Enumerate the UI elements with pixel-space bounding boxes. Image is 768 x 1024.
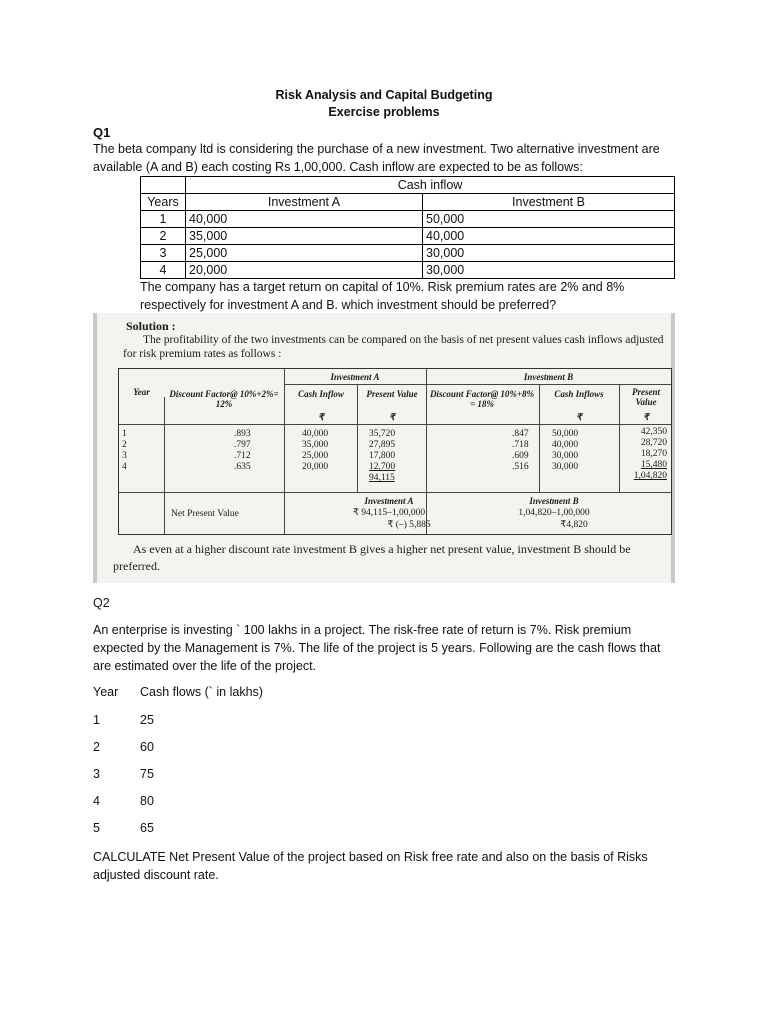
rupee-icon: ₹ <box>643 412 649 422</box>
table-cell: 50,000 <box>423 211 675 228</box>
cell: .847 <box>512 429 529 439</box>
disc-b-column <box>512 429 529 473</box>
list-item-cash: 75 <box>140 767 154 781</box>
grid-line <box>119 424 671 425</box>
solution-table <box>118 368 672 535</box>
year-column <box>122 429 127 473</box>
cell: 4 <box>122 462 127 472</box>
table-group-header: Cash inflow <box>186 177 675 194</box>
cell: 35,000 <box>302 440 329 450</box>
cash-b-column <box>552 429 578 473</box>
npv-a-title: Investment A <box>364 496 414 506</box>
table-row <box>141 228 675 245</box>
cell: 30,000 <box>552 451 579 461</box>
list-item-year: 4 <box>93 794 100 808</box>
cell: 15,480 <box>640 460 667 470</box>
table-cell: 25,000 <box>186 245 423 262</box>
grid-line <box>284 384 671 385</box>
table-cell: 20,000 <box>186 262 423 279</box>
disc-a-column <box>234 429 251 473</box>
cell: .893 <box>234 429 251 439</box>
npv-b-result: ₹4,820 <box>560 520 588 530</box>
npv-label: Net Present Value <box>171 509 239 519</box>
q2-col-year: Year <box>93 685 119 699</box>
table-header-years: Years <box>141 194 186 211</box>
pv-b-column <box>627 427 667 482</box>
pv-a-column <box>369 429 395 484</box>
q2-text: An enterprise is investing ` 100 lakhs in a project. The risk-free rate of return is 7%. Risk premium expected by the Management is 7%. The life of the project is 5 years. Following are the cash flows that are estimated over the life of the project. <box>93 623 661 673</box>
disc-a-header: Discount Factor@ 10%+2%= 12% <box>169 389 279 409</box>
table-header-inv-a: Investment A <box>186 194 423 211</box>
pv-a-total: 94,115 <box>369 473 395 483</box>
page-title: Risk Analysis and Capital Budgeting <box>275 88 493 102</box>
table-cell: 4 <box>141 262 186 279</box>
table-cell: 40,000 <box>186 211 423 228</box>
table-cell: 1 <box>141 211 186 228</box>
rupee-icon: ₹ <box>389 412 395 422</box>
page-subtitle: Exercise problems <box>328 105 440 119</box>
list-item-year: 3 <box>93 767 100 781</box>
cell: 50,000 <box>552 429 579 439</box>
cell: 3 <box>122 451 127 461</box>
q1-after-text: The company has a target return on capital of 10%. Risk premium rates are 2% and 8% respectively for investment A and B. which investment should be preferred? <box>140 280 625 312</box>
cell: .718 <box>512 440 529 450</box>
cell: .609 <box>512 451 529 461</box>
cell: .797 <box>234 440 251 450</box>
cell: 35,720 <box>369 429 396 439</box>
table-cell: 35,000 <box>186 228 423 245</box>
pv-b-header: Present Value <box>632 387 660 407</box>
cash-a-header: Cash Inflow <box>298 389 344 399</box>
npv-b-calc: 1,04,820–1,00,000 <box>518 508 590 518</box>
disc-b-header: Discount Factor@ 10%+8% = 18% <box>429 389 535 409</box>
solution-conclusion: As even at a higher discount rate investment B gives a higher net present value, investment B should be preferred. <box>113 542 631 573</box>
table-row <box>141 245 675 262</box>
cell: 40,000 <box>302 429 329 439</box>
inv-a-header: Investment A <box>330 372 380 382</box>
table-header-inv-b: Investment B <box>423 194 675 211</box>
grid-line <box>619 384 620 492</box>
q2-col-cash: Cash flows (` in lakhs) <box>140 685 263 699</box>
cash-b-header: Cash Inflows <box>554 389 604 399</box>
pv-a-header: Present Value <box>366 389 418 399</box>
cell: 28,720 <box>640 438 667 448</box>
table-cell: 3 <box>141 245 186 262</box>
cell: 1 <box>122 429 127 439</box>
cell: 17,800 <box>369 451 396 461</box>
solution-intro: The profitability of the two investments can be compared on the basis of net present values cash inflows adjusted for risk premium rates as follows : <box>123 334 664 360</box>
cell: 20,000 <box>302 462 329 472</box>
cell: .516 <box>512 462 529 472</box>
table-cell: 2 <box>141 228 186 245</box>
table-corner <box>141 177 186 194</box>
cell: 30,000 <box>552 462 579 472</box>
q2-label: Q2 <box>93 596 110 610</box>
grid-line <box>284 369 285 534</box>
cell: .712 <box>234 451 251 461</box>
q1-text: The beta company ltd is considering the purchase of a new investment. Two alternative investment are available (A and B) each costing Rs 1,00,000. Cash inflow are expected to be as follows: <box>93 142 660 174</box>
solution-title: Solution : <box>126 319 176 333</box>
cell: 2 <box>122 440 127 450</box>
year-header: Year <box>133 387 150 397</box>
list-item-year: 2 <box>93 740 100 754</box>
grid-line <box>357 384 358 492</box>
table-cell: 30,000 <box>423 245 675 262</box>
list-item-year: 1 <box>93 713 100 727</box>
cash-a-column <box>302 429 328 473</box>
inv-b-header: Investment B <box>523 372 574 382</box>
list-item-cash: 60 <box>140 740 154 754</box>
q2-task: CALCULATE Net Present Value of the project based on Risk free rate and also on the basis of Risks adjusted discount rate. <box>93 850 648 882</box>
npv-b-title: Investment B <box>529 496 579 506</box>
list-item-cash: 80 <box>140 794 154 808</box>
solution-scan <box>93 313 675 583</box>
table-row <box>141 211 675 228</box>
q1-cash-inflow-table <box>140 176 675 279</box>
table-cell: 30,000 <box>423 262 675 279</box>
rupee-icon: ₹ <box>576 412 582 422</box>
grid-line <box>539 384 540 492</box>
q1-label: Q1 <box>93 125 111 140</box>
npv-a-result: ₹ (–) 5,885 <box>387 520 431 530</box>
cell: 42,350 <box>640 427 667 437</box>
list-item-year: 5 <box>93 821 100 835</box>
grid-line <box>164 397 165 534</box>
scan-edge-left <box>93 313 97 583</box>
grid-line <box>119 492 671 493</box>
cell: 40,000 <box>552 440 579 450</box>
table-cell: 40,000 <box>423 228 675 245</box>
list-item-cash: 65 <box>140 821 154 835</box>
table-row <box>141 262 675 279</box>
list-item-cash: 25 <box>140 713 154 727</box>
cell: 27,895 <box>369 440 396 450</box>
pv-b-total: 1,04,820 <box>633 471 667 481</box>
cell: 25,000 <box>302 451 329 461</box>
npv-a-calc: ₹ 94,115–1,00,000 <box>352 508 426 518</box>
cell: 12,700 <box>369 462 396 472</box>
cell: 18,270 <box>640 449 667 459</box>
cell: .635 <box>234 462 251 472</box>
rupee-icon: ₹ <box>318 412 324 422</box>
